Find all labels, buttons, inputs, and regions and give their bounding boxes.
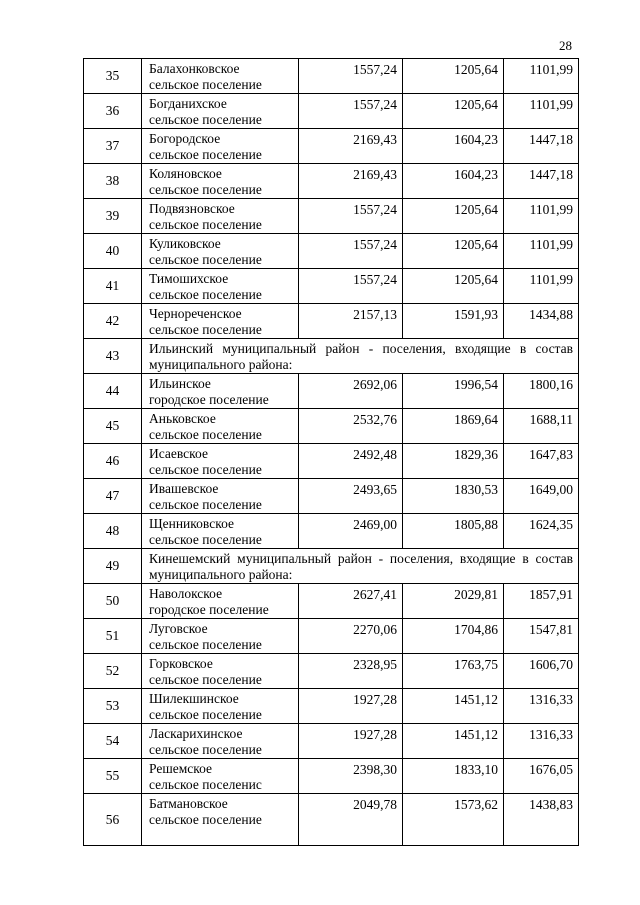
- value-1: 1557,24: [299, 199, 403, 234]
- settlement-name: [142, 59, 299, 94]
- section-row: [84, 339, 579, 374]
- row-number: 35: [84, 59, 142, 94]
- value-1: 2627,41: [299, 584, 403, 619]
- settlement-name-line1: Горковское: [149, 656, 213, 671]
- settlement-name-line2: сельское поселение: [149, 497, 262, 512]
- value-1: 1557,24: [299, 94, 403, 129]
- settlement-name: [142, 304, 299, 339]
- settlement-name-line2: сельское поселение: [149, 217, 262, 232]
- value-3: 1101,99: [504, 234, 579, 269]
- table-row: [84, 59, 579, 94]
- settlement-name-line2: сельское поселение: [149, 322, 262, 337]
- table-row: [84, 374, 579, 409]
- table-body: [84, 59, 579, 846]
- table-row: [84, 724, 579, 759]
- row-number: 42: [84, 304, 142, 339]
- settlement-name-line1: Коляновское: [149, 166, 222, 181]
- value-3: 1647,83: [504, 444, 579, 479]
- table-row: [84, 129, 579, 164]
- settlement-name-line1: Наволокское: [149, 586, 223, 601]
- settlement-name-line1: Исаевское: [149, 446, 208, 461]
- settlement-name: [142, 689, 299, 724]
- settlement-name-line2: сельское поселение: [149, 77, 262, 92]
- settlement-name-line2: городское поселение: [149, 602, 269, 617]
- value-2: 2029,81: [403, 584, 504, 619]
- table-row: [84, 654, 579, 689]
- row-number: 45: [84, 409, 142, 444]
- value-1: 2493,65: [299, 479, 403, 514]
- settlement-name-line1: Луговское: [149, 621, 208, 636]
- value-3: 1101,99: [504, 94, 579, 129]
- row-number: 38: [84, 164, 142, 199]
- settlement-name-line2: сельское поселение: [149, 812, 262, 827]
- value-3: 1447,18: [504, 129, 579, 164]
- value-3: 1101,99: [504, 199, 579, 234]
- value-2: 1205,64: [403, 199, 504, 234]
- value-2: 1805,88: [403, 514, 504, 549]
- settlement-name-line2: сельское поселение: [149, 252, 262, 267]
- table-row: [84, 689, 579, 724]
- value-2: 1704,86: [403, 619, 504, 654]
- value-3: 1606,70: [504, 654, 579, 689]
- settlement-name-line2: сельское поселение: [149, 112, 262, 127]
- settlement-name-line2: сельское поселение: [149, 287, 262, 302]
- settlement-name: [142, 129, 299, 164]
- value-3: 1857,91: [504, 584, 579, 619]
- value-2: 1591,93: [403, 304, 504, 339]
- value-2: 1573,62: [403, 794, 504, 846]
- settlement-name: [142, 269, 299, 304]
- row-number: 47: [84, 479, 142, 514]
- row-number: 49: [84, 549, 142, 584]
- value-2: 1869,64: [403, 409, 504, 444]
- value-1: 2157,13: [299, 304, 403, 339]
- value-1: 2692,06: [299, 374, 403, 409]
- settlements-table: [83, 58, 579, 846]
- row-number: 52: [84, 654, 142, 689]
- value-3: 1101,99: [504, 269, 579, 304]
- table-row: [84, 619, 579, 654]
- row-number: 54: [84, 724, 142, 759]
- value-3: 1800,16: [504, 374, 579, 409]
- row-number: 51: [84, 619, 142, 654]
- row-number: 37: [84, 129, 142, 164]
- settlement-name-line1: Аньковское: [149, 411, 216, 426]
- value-1: 1557,24: [299, 59, 403, 94]
- settlement-name-line1: Тимошихское: [149, 271, 229, 286]
- settlement-name: [142, 234, 299, 269]
- settlement-name-line2: сельское поселение: [149, 707, 262, 722]
- value-2: 1833,10: [403, 759, 504, 794]
- settlement-name: [142, 794, 299, 846]
- row-number: 44: [84, 374, 142, 409]
- value-3: 1649,00: [504, 479, 579, 514]
- value-1: 2169,43: [299, 129, 403, 164]
- settlement-name: [142, 584, 299, 619]
- value-2: 1451,12: [403, 724, 504, 759]
- settlement-name-line2: сельское поселение: [149, 147, 262, 162]
- value-2: 1830,53: [403, 479, 504, 514]
- value-1: 2398,30: [299, 759, 403, 794]
- settlement-name-line2: городское поселение: [149, 392, 269, 407]
- settlement-name-line2: сельское поселенис: [149, 777, 262, 792]
- settlement-name: [142, 199, 299, 234]
- settlement-name-line2: сельское поселение: [149, 742, 262, 757]
- value-1: 1927,28: [299, 689, 403, 724]
- value-3: 1447,18: [504, 164, 579, 199]
- value-2: 1829,36: [403, 444, 504, 479]
- row-number: 39: [84, 199, 142, 234]
- settlement-name-line2: сельское поселение: [149, 637, 262, 652]
- value-1: 2328,95: [299, 654, 403, 689]
- row-number: 50: [84, 584, 142, 619]
- value-3: 1316,33: [504, 689, 579, 724]
- table-row: [84, 584, 579, 619]
- section-row: [84, 549, 579, 584]
- settlement-name-line2: сельское поселение: [149, 532, 262, 547]
- section-title: Ильинский муниципальный район - поселения, входящие в состав муниципального района:: [142, 339, 579, 374]
- value-3: 1624,35: [504, 514, 579, 549]
- settlement-name: [142, 444, 299, 479]
- settlement-name-line1: Ласкарихинское: [149, 726, 243, 741]
- table-row: [84, 199, 579, 234]
- settlement-name: [142, 409, 299, 444]
- page-number: 28: [559, 38, 572, 53]
- table-row: [84, 164, 579, 199]
- value-2: 1205,64: [403, 59, 504, 94]
- value-1: 1927,28: [299, 724, 403, 759]
- value-2: 1205,64: [403, 269, 504, 304]
- value-1: 2492,48: [299, 444, 403, 479]
- table-row: [84, 409, 579, 444]
- settlement-name-line1: Подвязновское: [149, 201, 235, 216]
- settlement-name: [142, 724, 299, 759]
- settlement-name-line2: сельское поселение: [149, 672, 262, 687]
- settlement-name: [142, 94, 299, 129]
- value-3: 1438,83: [504, 794, 579, 846]
- value-2: 1205,64: [403, 94, 504, 129]
- row-number: 41: [84, 269, 142, 304]
- value-1: 1557,24: [299, 234, 403, 269]
- section-title: Кинешемский муниципальный район - поселения, входящие в состав муниципального района:: [142, 549, 579, 584]
- row-number: 46: [84, 444, 142, 479]
- value-2: 1763,75: [403, 654, 504, 689]
- settlement-name: [142, 514, 299, 549]
- table-row: [84, 269, 579, 304]
- value-1: 2532,76: [299, 409, 403, 444]
- settlement-name: [142, 619, 299, 654]
- value-2: 1604,23: [403, 129, 504, 164]
- settlement-name-line1: Щенниковское: [149, 516, 234, 531]
- value-3: 1547,81: [504, 619, 579, 654]
- settlement-name-line1: Батмановское: [149, 796, 228, 811]
- table-row: [84, 759, 579, 794]
- settlement-name: [142, 164, 299, 199]
- row-number: 56: [84, 794, 142, 846]
- table-row: [84, 444, 579, 479]
- row-number: 53: [84, 689, 142, 724]
- value-2: 1996,54: [403, 374, 504, 409]
- settlement-name-line1: Ильинское: [149, 376, 211, 391]
- settlement-name: [142, 374, 299, 409]
- table-row: [84, 304, 579, 339]
- row-number: 40: [84, 234, 142, 269]
- settlement-name-line1: Чернореченское: [149, 306, 242, 321]
- value-2: 1604,23: [403, 164, 504, 199]
- settlement-name-line1: Куликовское: [149, 236, 221, 251]
- settlement-name-line2: сельское поселение: [149, 182, 262, 197]
- table-row: [84, 794, 579, 846]
- settlement-name-line1: Шилекшинское: [149, 691, 239, 706]
- settlement-name-line2: сельское поселение: [149, 462, 262, 477]
- row-number: 36: [84, 94, 142, 129]
- settlement-name-line1: Ивашевское: [149, 481, 219, 496]
- value-3: 1101,99: [504, 59, 579, 94]
- settlement-name: [142, 654, 299, 689]
- value-3: 1676,05: [504, 759, 579, 794]
- row-number: 55: [84, 759, 142, 794]
- settlement-name-line1: Балахонковское: [149, 61, 240, 76]
- settlement-name: [142, 479, 299, 514]
- settlement-name-line1: Богданихское: [149, 96, 227, 111]
- value-1: 2469,00: [299, 514, 403, 549]
- value-2: 1451,12: [403, 689, 504, 724]
- settlement-name: [142, 759, 299, 794]
- table-row: [84, 479, 579, 514]
- value-1: 2049,78: [299, 794, 403, 846]
- value-3: 1434,88: [504, 304, 579, 339]
- table-row: [84, 514, 579, 549]
- settlement-name-line1: Богородское: [149, 131, 221, 146]
- row-number: 48: [84, 514, 142, 549]
- row-number: 43: [84, 339, 142, 374]
- value-1: 1557,24: [299, 269, 403, 304]
- table-row: [84, 94, 579, 129]
- value-1: 2270,06: [299, 619, 403, 654]
- value-1: 2169,43: [299, 164, 403, 199]
- settlement-name-line1: Решемское: [149, 761, 213, 776]
- value-3: 1316,33: [504, 724, 579, 759]
- value-2: 1205,64: [403, 234, 504, 269]
- table-row: [84, 234, 579, 269]
- value-3: 1688,11: [504, 409, 579, 444]
- settlement-name-line2: сельское поселение: [149, 427, 262, 442]
